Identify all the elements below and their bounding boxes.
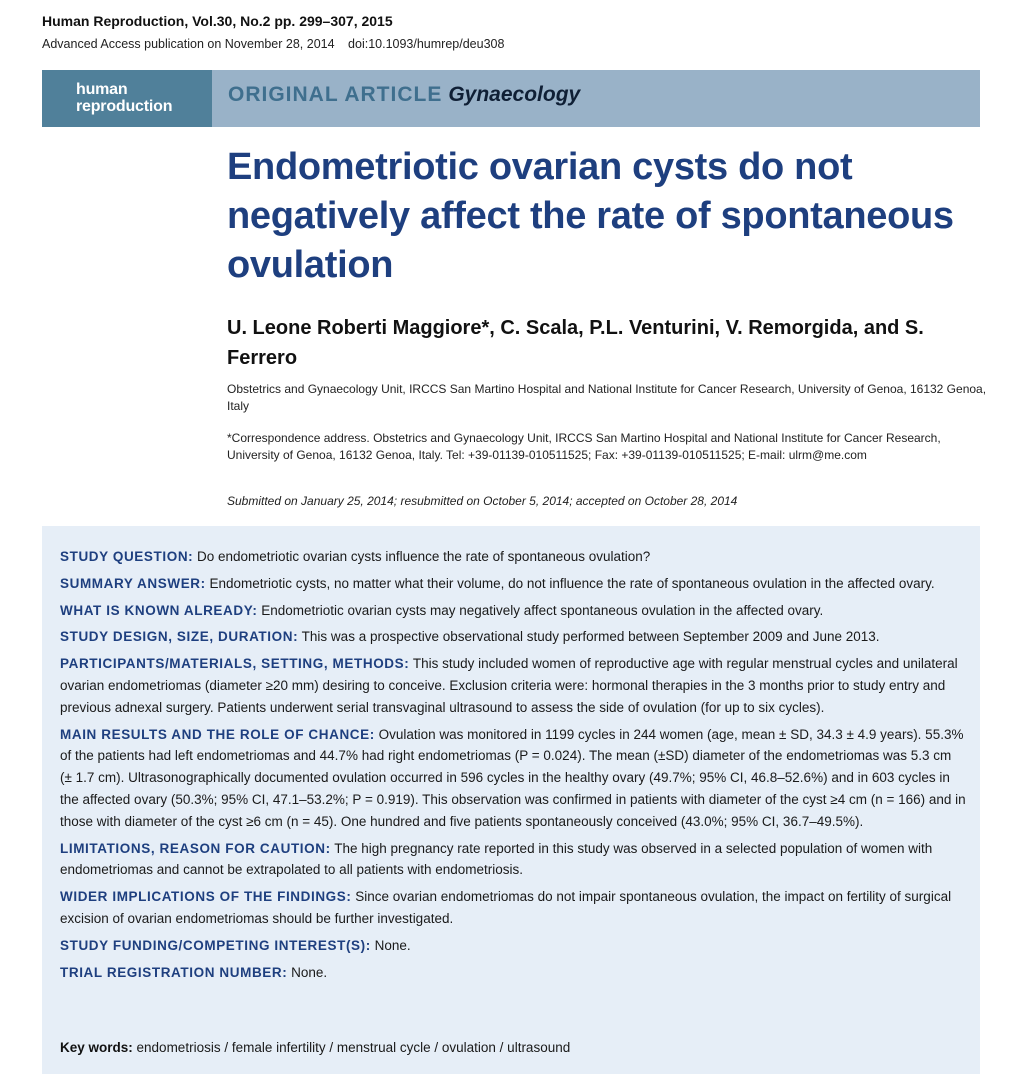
abstract-section-study-design: [60, 626, 966, 648]
abstract-text: None.: [287, 964, 328, 980]
submission-dates: Submitted on January 25, 2014; resubmitted on October 5, 2014; accepted on October 28, 2014: [227, 494, 738, 508]
abstract-text: This study included women of reproductive age with regular menstrual cycles and unilateral ovarian endometriomas (diameter ≥20 mm) desiring to conceive. Exclusion criteria were: hormonal therapies in the 3 months prior to study entry and previous adnexal surgery. Patients underwent serial transvaginal ultrasound to assess the side of ovulation (for up to six cycles).: [60, 656, 958, 715]
advance-access-line: [42, 37, 504, 51]
logo-line-reproduction: reproduction: [76, 98, 173, 115]
article-category: [228, 83, 580, 107]
abstract-section-participants: [60, 653, 966, 718]
abstract-section-funding: [60, 935, 966, 957]
abstract-text: The high pregnancy rate reported in this study was observed in a selected population of women with endometriomas and cannot be extrapolated to all patients with endometriosis.: [60, 840, 933, 878]
abstract-heading: MAIN RESULTS AND THE ROLE OF CHANCE:: [60, 726, 375, 742]
abstract-section-summary-answer: [60, 573, 966, 595]
journal-citation: Human Reproduction, Vol.30, No.2 pp. 299–307, 2015: [42, 13, 393, 29]
keywords: [60, 1040, 570, 1055]
doi-link[interactable]: doi:10.1093/humrep/deu308: [348, 37, 505, 51]
abstract-text: Endometriotic ovarian cysts may negatively affect spontaneous ovulation in the affected ovary.: [257, 602, 824, 618]
abstract-text: This was a prospective observational study performed between September 2009 and June 2013.: [298, 629, 880, 645]
abstract-text: Endometriotic cysts, no matter what their volume, do not influence the rate of spontaneous ovulation in the affected ovary.: [205, 575, 935, 591]
article-type-label: ORIGINAL ARTICLE: [228, 83, 443, 106]
abstract-text: Ovulation was monitored in 1199 cycles in 244 women (age, mean ± SD, 34.3 ± 4.9 years). 55.3% of the patients had left endometriomas and 44.7% had right endometriomas (P = 0.024). The mean (±SD) diameter of the endometriomas was 5.3 cm (± 1.7 cm). Ultrasonographically documented ovulation occurred in 596 cycles in the healthy ovary (49.7%; 95% CI, 46.8–52.6%) and in 603 cycles in the affected ovary (50.3%; 95% CI, 47.1–53.2%; P = 0.919). This observation was confirmed in patients with diameter of the cyst ≥4 cm (n = 166) and in those with diameter of the cyst ≥6 cm (n = 45). One hundred and five patients spontaneously conceived (43.0%; 95% CI, 36.7–49.5%).: [60, 726, 966, 829]
abstract-section-main-results: [60, 724, 966, 833]
abstract-section-trial-registration: [60, 962, 966, 984]
structured-abstract: [42, 526, 980, 1074]
logo-line-human: human: [76, 81, 128, 98]
abstract-heading: PARTICIPANTS/MATERIALS, SETTING, METHODS:: [60, 656, 410, 672]
article-title: Endometriotic ovarian cysts do not negatively affect the rate of spontaneous ovulation: [227, 146, 954, 286]
abstract-heading: STUDY DESIGN, SIZE, DURATION:: [60, 629, 299, 645]
advance-access-date: Advanced Access publication on November 28, 2014: [42, 37, 335, 51]
abstract-text: None.: [370, 937, 411, 953]
keywords-label: Key words:: [60, 1040, 133, 1055]
abstract-heading: WIDER IMPLICATIONS OF THE FINDINGS:: [60, 889, 352, 905]
abstract-heading: STUDY FUNDING/COMPETING INTEREST(S):: [60, 937, 371, 953]
abstract-heading: WHAT IS KNOWN ALREADY:: [60, 602, 258, 618]
correspondence-address: *Correspondence address. Obstetrics and Gynaecology Unit, IRCCS San Martino Hospital and National Institute for Cancer Research, University of Genoa, 16132 Genoa, Italy. Tel: +39-01139-010511525; Fax: +39-01139-010511525; E-mail: ulrm@me.com: [227, 431, 941, 462]
author-list: U. Leone Roberti Maggiore*, C. Scala, P.L. Venturini, V. Remorgida, and S. Ferrero: [227, 317, 924, 369]
article-type-banner: [42, 70, 980, 127]
affiliation: Obstetrics and Gynaecology Unit, IRCCS San Martino Hospital and National Institute for Cancer Research, University of Genoa, 16132 Genoa, Italy: [227, 382, 987, 413]
abstract-heading: TRIAL REGISTRATION NUMBER:: [60, 964, 288, 980]
abstract-heading: STUDY QUESTION:: [60, 549, 194, 564]
abstract-section-limitations: [60, 838, 966, 882]
journal-logo: [42, 70, 212, 127]
abstract-section-known-already: [60, 600, 966, 622]
abstract-heading: LIMITATIONS, REASON FOR CAUTION:: [60, 840, 331, 856]
abstract-section-study-question: [60, 546, 966, 568]
article-section-label: Gynaecology: [448, 83, 581, 106]
abstract-section-wider-implications: [60, 886, 966, 930]
abstract-heading: SUMMARY ANSWER:: [60, 575, 206, 591]
abstract-text: Do endometriotic ovarian cysts influence the rate of spontaneous ovulation?: [193, 549, 651, 564]
keywords-list: endometriosis / female infertility / menstrual cycle / ovulation / ultrasound: [132, 1040, 571, 1055]
abstract-text: Since ovarian endometriomas do not impair spontaneous ovulation, the impact on fertility of surgical excision of ovarian endometriomas should be further investigated.: [60, 889, 952, 926]
